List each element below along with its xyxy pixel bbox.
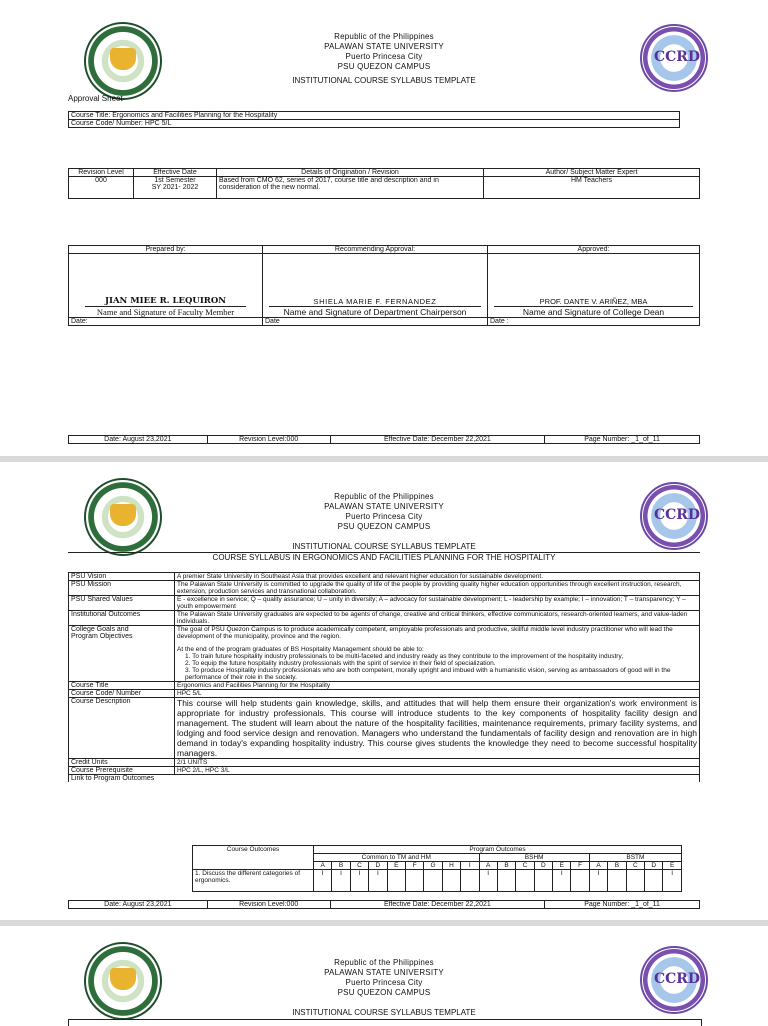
footer-revision: Revision Level:000 bbox=[207, 901, 330, 909]
mark-bshm-3 bbox=[534, 870, 552, 892]
revision-table bbox=[68, 168, 700, 199]
psu-vision-label: PSU Vision bbox=[69, 573, 175, 581]
mark-common-8 bbox=[461, 870, 479, 892]
psu-vision-text: A premier State University in Southeast Asia that provides excellent and relevant higher education for sustainable development. bbox=[175, 573, 700, 581]
date-label-prepared: Date: bbox=[69, 318, 263, 326]
header-block: Republic of the Philippines PALAWAN STATE UNIVERSITY Puerto Princesa City PSU QUEZON CAMPUS bbox=[324, 492, 444, 531]
page1-footer bbox=[68, 435, 700, 444]
group-common-header: Common to TM and HM bbox=[314, 854, 480, 862]
letter-common-3: D bbox=[369, 862, 387, 870]
course-title-value: Ergonomics and Facilities Planning for the Hospitality bbox=[175, 682, 700, 690]
course-syllabus-title: COURSE SYLLABUS IN ERGONOMICS AND FACILITIES PLANNING FOR THE HOSPITALITY bbox=[68, 552, 700, 562]
letter-bstm-2: C bbox=[626, 862, 644, 870]
template-title: INSTITUTIONAL COURSE SYLLABUS TEMPLATE bbox=[292, 1008, 476, 1017]
date-label-approved: Date : bbox=[488, 318, 700, 326]
course-outcomes-header: Course Outcomes bbox=[193, 846, 314, 870]
letter-common-4: E bbox=[387, 862, 405, 870]
mark-common-3: I bbox=[369, 870, 387, 892]
date-label-recommending: Date bbox=[263, 318, 488, 326]
goals-text: The goal of PSU Quezon Campus is to produce academically competent, employable professionals and productive, skillful middle level industry practitioner who will lead the development of the municipality, province and the region. At the end of the program graduates of BS Hospitality Management should be able to: 1. To train future hospitality industry professionals to be multi-faceted and industry ready as they contribute to the improvement of the hospitality industry, 2. To equip the future hospitality industry professionals with the spirit of service in their field of specialization. 3. To produce Hospitality industry professionals who are both competent, morally upright and imbued with a humanistic vision, serving as ambassadors of good will in the performance of their role in the society. bbox=[175, 626, 700, 682]
details-header: Details of Origination / Revision bbox=[217, 169, 484, 177]
mark-common-6 bbox=[424, 870, 442, 892]
template-title: INSTITUTIONAL COURSE SYLLABUS TEMPLATE bbox=[292, 76, 476, 85]
signature-table bbox=[68, 245, 700, 326]
approved-caption: Name and Signature of College Dean bbox=[494, 306, 693, 317]
letter-bshm-2: C bbox=[516, 862, 534, 870]
approved-header: Approved: bbox=[488, 246, 700, 254]
header-block bbox=[0, 32, 768, 72]
letter-bshm-5: F bbox=[571, 862, 589, 870]
page-separator bbox=[0, 920, 768, 926]
header-block: Republic of the Philippines PALAWAN STATE UNIVERSITY Puerto Princesa City PSU QUEZON CAMPUS bbox=[324, 958, 444, 997]
mark-bshm-1 bbox=[497, 870, 515, 892]
mark-common-4 bbox=[387, 870, 405, 892]
prereq-label: Course Prerequisite bbox=[69, 767, 175, 775]
mark-bstm-1 bbox=[608, 870, 626, 892]
footer-effective: Effective Date: December 22,2021 bbox=[330, 436, 544, 444]
footer-date: Date: August 23,2021 bbox=[69, 901, 208, 909]
course-title-cell: Course Title: Ergonomics and Facilities Planning for the Hospitality bbox=[69, 112, 680, 120]
letter-bshm-4: E bbox=[553, 862, 571, 870]
mark-common-2: I bbox=[350, 870, 368, 892]
ccrd-seal-icon: CCRD bbox=[640, 24, 708, 92]
letter-common-0: A bbox=[314, 862, 332, 870]
mark-bshm-2 bbox=[516, 870, 534, 892]
letter-common-5: F bbox=[405, 862, 423, 870]
mark-common-5 bbox=[405, 870, 423, 892]
credit-label: Credit Units bbox=[69, 759, 175, 767]
revision-level-value: 000 bbox=[69, 177, 134, 199]
mark-common-7 bbox=[442, 870, 460, 892]
header-line3: Puerto Princesa City bbox=[345, 52, 423, 61]
letter-bstm-0: A bbox=[589, 862, 607, 870]
mark-bshm-4: I bbox=[553, 870, 571, 892]
mark-bstm-4: I bbox=[663, 870, 682, 892]
page2-footer bbox=[68, 900, 700, 909]
mark-bstm-0: I bbox=[589, 870, 607, 892]
page3-table-top bbox=[68, 1019, 702, 1026]
mark-common-1: I bbox=[332, 870, 350, 892]
course-code-value: HPC 5/L bbox=[175, 690, 700, 698]
letter-common-1: B bbox=[332, 862, 350, 870]
mark-bstm-3 bbox=[645, 870, 663, 892]
prereq-value: HPC 2/L, HPC 3/L bbox=[175, 767, 700, 775]
goals-label: College Goals and Program Objectives bbox=[69, 626, 175, 682]
footer-page: Page Number: _1_of_11 bbox=[545, 436, 700, 444]
institutional-outcomes-label: Institutional Outcomes bbox=[69, 611, 175, 626]
mark-bshm-0: I bbox=[479, 870, 497, 892]
effective-date-value: 1st Semester SY 2021- 2022 bbox=[134, 177, 217, 199]
mark-common-0: I bbox=[314, 870, 332, 892]
header-line4: PSU QUEZON CAMPUS bbox=[337, 62, 431, 71]
approval-sheet-label: Approval Sheet bbox=[68, 94, 123, 103]
group-bstm-header: BSTM bbox=[589, 854, 681, 862]
page-separator bbox=[0, 456, 768, 462]
letter-common-7: H bbox=[442, 862, 460, 870]
letter-common-6: G bbox=[424, 862, 442, 870]
revision-level-header: Revision Level bbox=[69, 169, 134, 177]
letter-common-2: C bbox=[350, 862, 368, 870]
recommending-name: SHIELA MARIE F. FERNANDEZ bbox=[313, 297, 437, 306]
approved-name: PROF. DANTE V. ARIÑEZ, MBA bbox=[539, 297, 648, 306]
letter-bstm-1: B bbox=[608, 862, 626, 870]
syllabus-table bbox=[68, 572, 700, 782]
outcome-1: 1. Discuss the different categories of ergonomics. bbox=[193, 870, 314, 892]
letter-common-8: I bbox=[461, 862, 479, 870]
description-text: This course will help students gain knowledge, skills, and attitudes that will help them ensure their organization's work environment is appropriate for industry professionals. This course will introduce students to the key components of hospitality facility design and management. The student will learn about the nature of the hospitality facilities, maintenance requirements, primary facility systems, and lodging and food service design and renovation. Managers who understand the fundamentals of facility design and renovation are in high demand in today's expanding hospitality industry. This course gives students the knowledge they need to become successful hospitality managers. bbox=[175, 698, 700, 759]
details-value: Based from CMO 62, series of 2017, course title and description and in consideration of the new normal. bbox=[217, 177, 484, 199]
group-bshm-header: BSHM bbox=[479, 854, 589, 862]
recommending-header: Recommending Approval: bbox=[263, 246, 488, 254]
prepared-caption: Name and Signature of Faculty Member bbox=[85, 306, 246, 317]
author-header: Author/ Subject Matter Expert bbox=[484, 169, 700, 177]
header-line2: PALAWAN STATE UNIVERSITY bbox=[324, 42, 444, 51]
footer-date: Date: August 23,2021 bbox=[69, 436, 208, 444]
course-code-cell: Course Code/ Number: HPC 5/L bbox=[69, 120, 680, 128]
course-code-label: Course Code/ Number bbox=[69, 690, 175, 698]
letter-bshm-1: B bbox=[497, 862, 515, 870]
prepared-name: JIAN MIEE R. LEQUIRON bbox=[104, 296, 227, 306]
mark-bshm-5 bbox=[571, 870, 589, 892]
link-label: Link to Program Outcomes bbox=[69, 775, 700, 783]
recommending-caption: Name and Signature of Department Chairperson bbox=[269, 306, 481, 317]
institutional-outcomes-text: The Palawan State University graduates are expected to be agents of change, creative and critical thinkers, effective communicators, research-oriented learners, and value-laden individuals. bbox=[175, 611, 700, 626]
mark-bstm-2 bbox=[626, 870, 644, 892]
footer-page: Page Number: _1_of_11 bbox=[545, 901, 700, 909]
author-value: HM Teachers bbox=[484, 177, 700, 199]
shared-values-text: E - excellence in service; Q – quality assurance; U – unity in diversity; A – advocacy for sustainable development; L - leadership by example; I – innovation; T – transparency; Y – youth empowerment bbox=[175, 596, 700, 611]
effective-date-header: Effective Date bbox=[134, 169, 217, 177]
footer-effective: Effective Date: December 22,2021 bbox=[330, 901, 544, 909]
header-line1: Republic of the Philippines bbox=[334, 32, 434, 41]
credit-value: 2/1 UNITS bbox=[175, 759, 700, 767]
footer-revision: Revision Level:000 bbox=[207, 436, 330, 444]
psu-mission-label: PSU Mission bbox=[69, 581, 175, 596]
template-title: INSTITUTIONAL COURSE SYLLABUS TEMPLATE bbox=[292, 542, 476, 551]
letter-bshm-0: A bbox=[479, 862, 497, 870]
prepared-by-header: Prepared by: bbox=[69, 246, 263, 254]
letter-bstm-4: E bbox=[663, 862, 682, 870]
outcomes-table bbox=[192, 845, 682, 892]
letter-bshm-3: D bbox=[534, 862, 552, 870]
course-info-table bbox=[68, 111, 680, 128]
ccrd-seal-icon: CCRD bbox=[640, 946, 708, 1014]
ccrd-seal-icon: CCRD bbox=[640, 482, 708, 550]
course-title-label: Course Title bbox=[69, 682, 175, 690]
psu-mission-text: The Palawan State University is committed to upgrade the quality of life of the people by providing quality higher education opportunities through excellent instruction, research, extension, production services and transnational collaboration. bbox=[175, 581, 700, 596]
shared-values-label: PSU Shared Values bbox=[69, 596, 175, 611]
description-label: Course Description bbox=[69, 698, 175, 759]
program-outcomes-header: Program Outcomes bbox=[314, 846, 682, 854]
letter-bstm-3: D bbox=[645, 862, 663, 870]
